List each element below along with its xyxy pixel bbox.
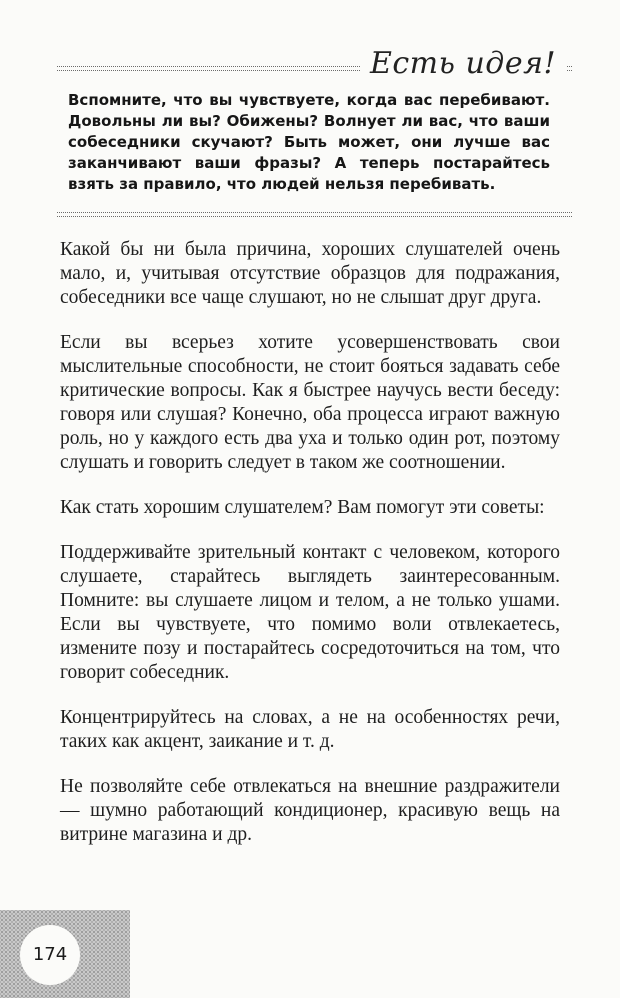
- tip-text: Вспомните, что вы чувствуете, когда вас перебивают. Довольны ли вы? Обижены? Волнует ли вас, что ваши собеседники скучают? Быть может, они лучше вас заканчивают ваши фразы? А теперь постарайтесь взять за правило, что людей нельзя перебивать.: [68, 91, 550, 193]
- paragraph: Если вы всерьез хотите усовершенствовать свои мыслительные способности, не стоит бояться задавать себе критические вопросы. Как я быстрее научусь вести беседу: говоря или слушая? Конечно, оба процесса играют важную роль, но у каждого есть два уха и только один рот, поэтому слушать и говорить следует в таком же соотношении.: [60, 332, 560, 473]
- body-text: [60, 238, 560, 868]
- tip-box: [57, 34, 572, 219]
- page-number: 174: [20, 925, 80, 985]
- paragraph: Концентрируйтесь на словах, а не на особенностях речи, таких как акцент, заикание и т. д.: [60, 707, 560, 752]
- paragraph: Как стать хорошим слушателем? Вам помогут эти советы:: [60, 497, 545, 518]
- paragraph: Какой бы ни была причина, хороших слушателей очень мало, и, учитывая отсутствие образцов для подражания, собеседники все чаще слушают, но не слышат друг друга.: [60, 239, 560, 308]
- paragraph: Поддерживайте зрительный контакт с человеком, которого слушаете, старайтесь выглядеть заинтересованным. Помните: вы слушаете лицом и телом, а не только ушами. Если вы чувствуете, что помимо воли отвлекаетесь, измените позу и постарайтесь сосредоточиться на том, что говорит собеседник.: [60, 542, 560, 683]
- tip-title: Есть идея!: [360, 44, 566, 84]
- paragraph: Не позволяйте себе отвлекаться на внешние раздражители — шумно работающий кондиционер, красивую вещь на витрине магазина и др.: [60, 776, 560, 845]
- tip-bottom-rule: [57, 212, 572, 217]
